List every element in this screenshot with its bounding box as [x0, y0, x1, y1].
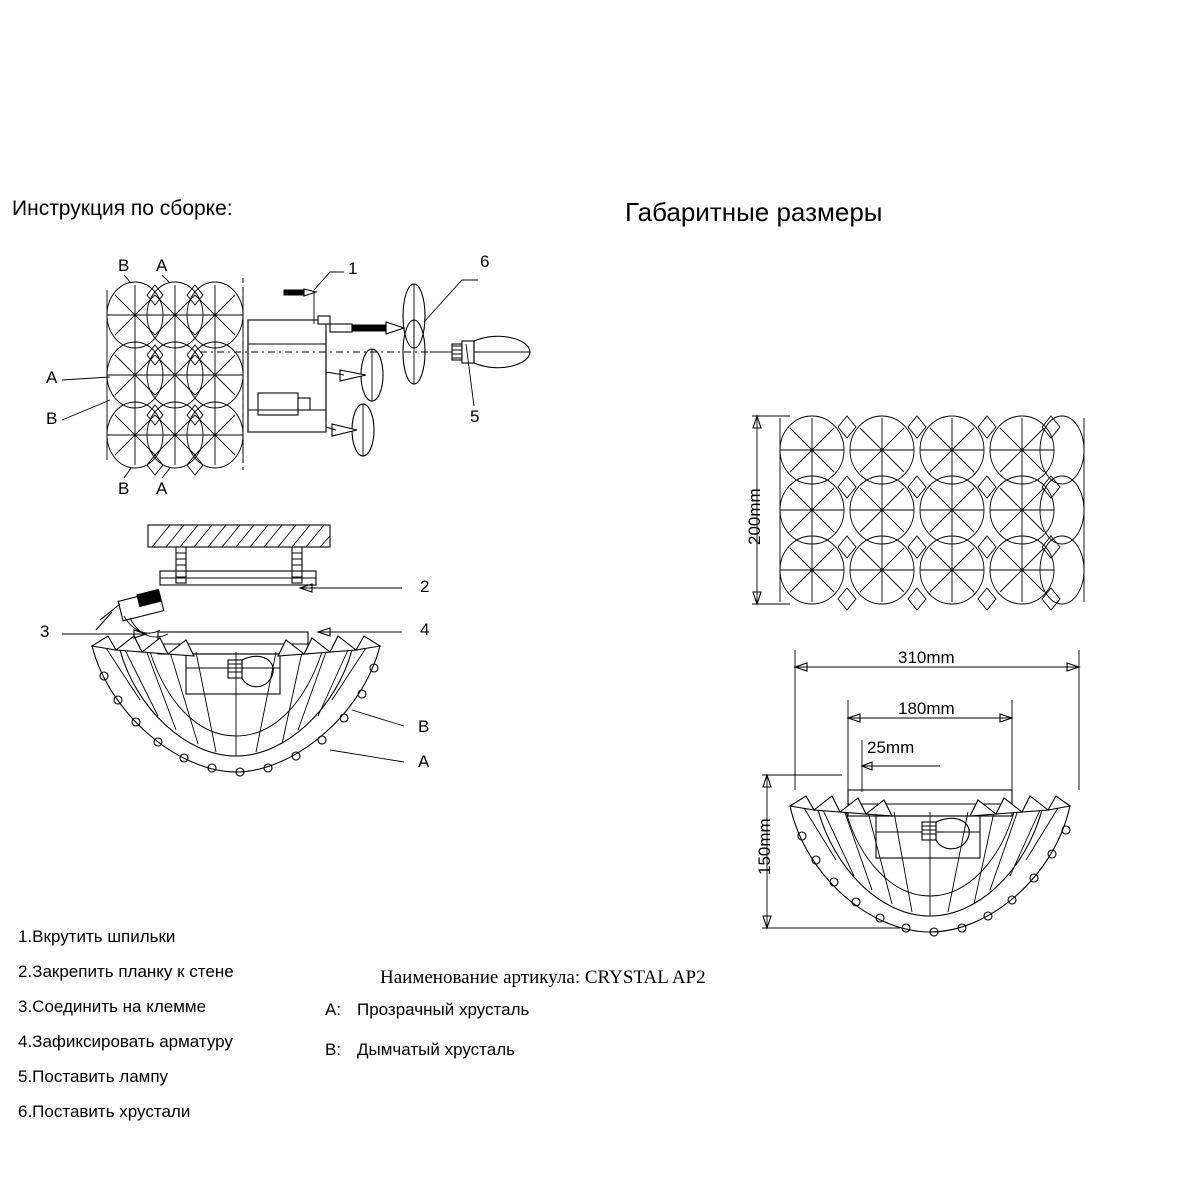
dimension-depth-150mm: 150mm	[755, 818, 774, 875]
callout-a-bowl: A	[418, 752, 430, 771]
callout-a-top-left: A	[156, 256, 168, 275]
step-item-5: 5.Поставить лампу	[18, 1067, 169, 1086]
legend-text-b: Дымчатый хрусталь	[357, 1040, 515, 1059]
callout-4: 4	[420, 620, 430, 639]
legend-key-b: B:	[325, 1040, 342, 1059]
dimension-width-180mm: 180mm	[898, 699, 955, 718]
step-item-3: 3.Соединить на клемме	[18, 997, 207, 1016]
article-name: Наименование артикула: CRYSTAL AP2	[380, 967, 706, 988]
callout-b-top-left: B	[118, 256, 130, 275]
callout-a-left: A	[46, 368, 58, 387]
callout-5: 5	[470, 407, 480, 426]
step-item-4: 4.Зафиксировать арматуру	[18, 1032, 233, 1051]
callout-1: 1	[348, 259, 358, 278]
callout-3: 3	[40, 622, 50, 641]
step-item-1: 1.Вкрутить шпильки	[18, 927, 176, 946]
callout-b-bowl: B	[418, 717, 430, 736]
assembly-instructions-title: Инструкция по сборке:	[12, 197, 233, 220]
callout-2: 2	[420, 577, 430, 596]
callout-6: 6	[480, 252, 490, 271]
legend-text-a: Прозрачный хрусталь	[357, 1000, 530, 1019]
dimension-depth-25mm: 25mm	[867, 738, 915, 757]
step-item-2: 2.Закрепить планку к стене	[18, 962, 234, 981]
overall-dimensions-title: Габаритные размеры	[625, 197, 883, 227]
callout-a-bottom: A	[156, 479, 168, 498]
dimension-width-310mm: 310mm	[898, 648, 955, 667]
legend-key-a: A:	[325, 1000, 342, 1019]
callout-b-left: B	[46, 409, 58, 428]
dimension-height-200mm: 200mm	[745, 488, 764, 545]
step-item-6: 6.Поставить хрустали	[18, 1102, 191, 1121]
callout-b-bottom: B	[118, 479, 130, 498]
